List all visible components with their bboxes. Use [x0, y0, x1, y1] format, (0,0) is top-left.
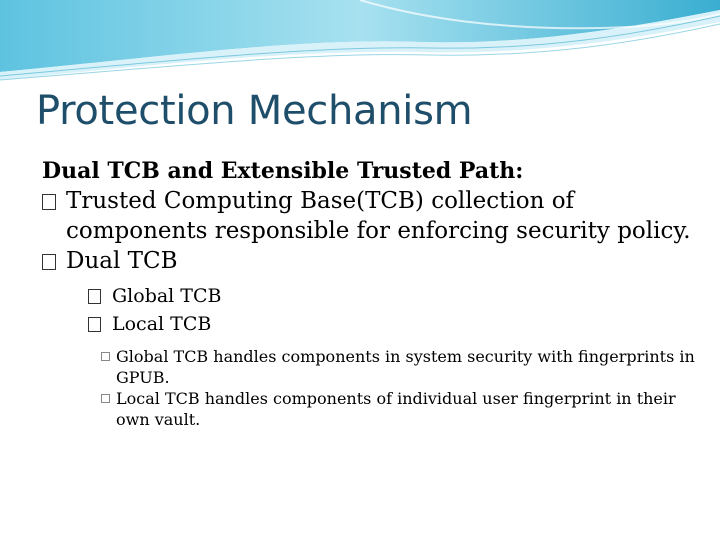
- section-heading: Dual TCB and Extensible Trusted Path:: [42, 158, 524, 184]
- bullet-item: [42, 246, 692, 276]
- bullet-item: [42, 186, 692, 246]
- sub-sub-bullet-text: Global TCB handles components in system security with fingerprints in GPUB.: [116, 347, 695, 387]
- sub-sub-bullet-item: [42, 388, 696, 430]
- square-bullet-icon: [101, 394, 110, 403]
- bullet-text: Trusted Computing Base(TCB) collection of components responsible for enforcing security policy.: [66, 188, 691, 244]
- square-bullet-icon: [101, 352, 110, 361]
- sub-bullet-text: Global TCB: [112, 285, 222, 307]
- sub-sub-bullet-text: Local TCB handles components of individual user fingerprint in their own vault.: [116, 389, 676, 429]
- sub-bullet-item: [42, 282, 692, 310]
- slide-title: Protection Mechanism: [36, 88, 473, 134]
- sub-sub-bullet-item: [42, 346, 696, 388]
- decorative-wave-banner: [0, 0, 720, 90]
- square-bullet-icon: [42, 194, 56, 210]
- square-bullet-icon: [88, 317, 101, 332]
- sub-bullet-text: Local TCB: [112, 313, 212, 335]
- slide-body: [42, 156, 695, 430]
- square-bullet-icon: [88, 289, 101, 304]
- bullet-text: Dual TCB: [66, 248, 178, 274]
- sub-bullet-item: [42, 310, 692, 338]
- square-bullet-icon: [42, 254, 56, 270]
